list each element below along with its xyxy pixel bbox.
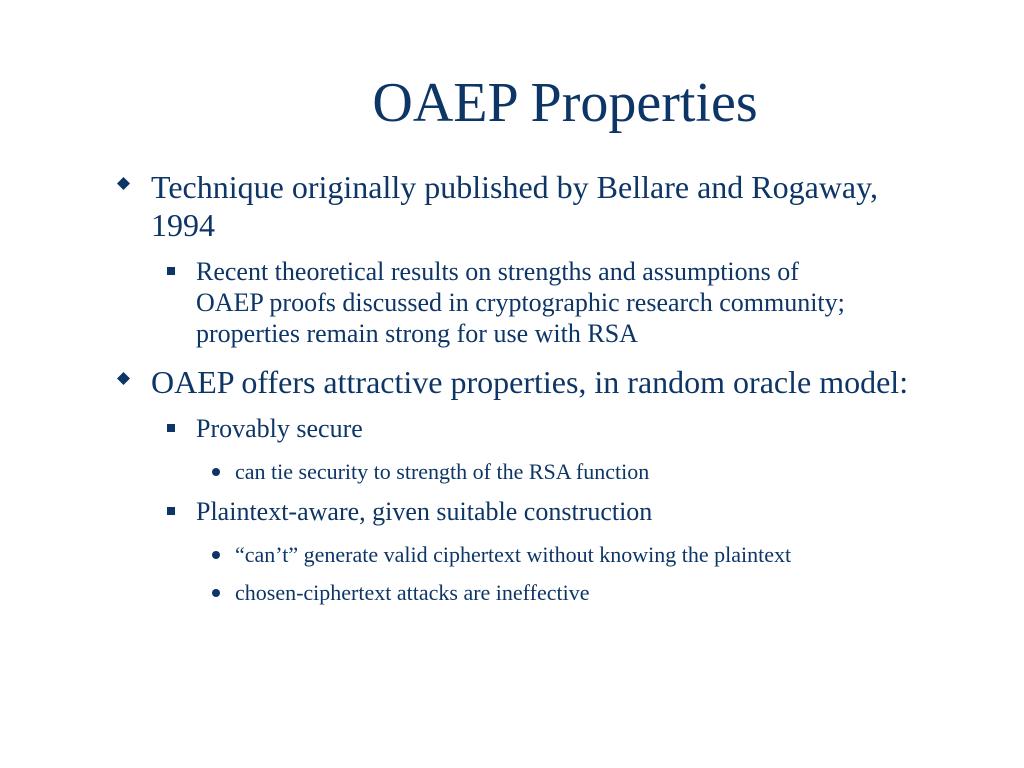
bullet-text: OAEP offers attractive properties, in random oracle model:: [151, 364, 909, 400]
diamond-bullet-icon: [117, 177, 130, 190]
slide-title: OAEP Properties: [372, 72, 758, 134]
diamond-bullet-icon: [117, 372, 130, 385]
detail-bullet-text: chosen-ciphertext attacks are ineffective: [235, 580, 590, 605]
dot-bullet-icon: [212, 468, 220, 476]
sub-bullet-text: Recent theoretical results on strengths and assumptions of OAEP proofs discussed in cryptographic research community; properties remain strong for use with RSA: [196, 257, 845, 348]
square-bullet-icon: [167, 507, 175, 515]
bullet-list: [0, 168, 1024, 617]
detail-bullet-point: [0, 579, 855, 607]
sub-bullet-point: [0, 256, 846, 349]
dot-bullet-icon: [212, 589, 220, 597]
detail-bullet-text: “can’t” generate valid ciphertext without knowing the plaintext: [235, 542, 792, 567]
sub-bullet-point: [0, 496, 846, 527]
detail-bullet-point: [0, 541, 855, 569]
sub-bullet-text: Provably secure: [196, 414, 363, 443]
square-bullet-icon: [167, 424, 175, 432]
detail-bullet-text: can tie security to strength of the RSA function: [235, 459, 650, 484]
bullet-point: [0, 363, 911, 401]
detail-bullet-point: [0, 458, 855, 486]
bullet-point: [0, 168, 911, 244]
square-bullet-icon: [167, 267, 175, 275]
bullet-text: Technique originally published by Bellare and Rogaway, 1994: [151, 169, 879, 243]
sub-bullet-point: [0, 413, 846, 444]
sub-bullet-text: Plaintext-aware, given suitable construction: [196, 497, 653, 526]
dot-bullet-icon: [212, 551, 220, 559]
